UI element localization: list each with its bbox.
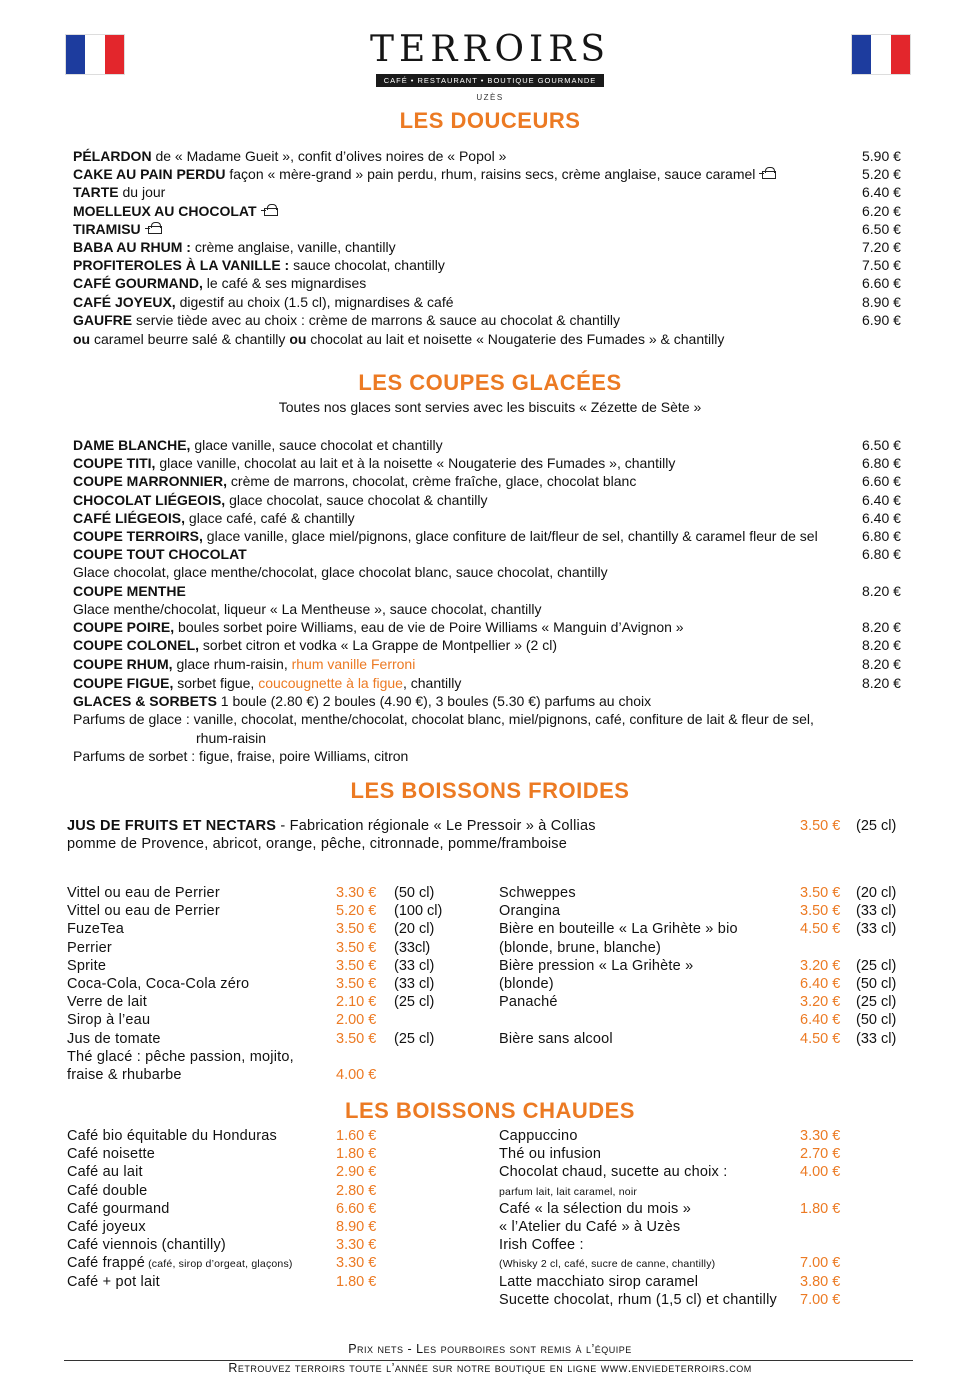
homemade-icon — [759, 166, 777, 180]
drink-price: 3.50 € — [336, 921, 377, 938]
drink-price: 4.00 € — [800, 1164, 841, 1181]
menu-item: COUPE MARRONNIER, crème de marrons, chocolat, crème fraîche, glace, chocolat blanc — [73, 473, 637, 490]
drink-volume: (100 cl) — [394, 903, 443, 920]
menu-item-price: 6.40 € — [862, 509, 901, 526]
menu-item-price: 8.20 € — [862, 619, 901, 635]
drink-name: Irish Coffee : — [499, 1237, 584, 1254]
menu-item-price: 6.40 € — [862, 491, 901, 508]
drink-name: parfum lait, lait caramel, noir — [499, 1185, 638, 1198]
menu-item-price: 6.80 € — [862, 455, 901, 472]
drink-name: Café viennois (chantilly) — [67, 1237, 226, 1254]
menu-item-price: 8.20 € — [862, 637, 901, 654]
menu-item-price: 8.20 € — [862, 675, 901, 691]
drink-price: 4.50 € — [800, 1030, 841, 1047]
drink-volume: (25 cl) — [856, 957, 897, 974]
menu-item-price: 6.50 € — [862, 220, 901, 237]
drink-name: Sprite — [67, 957, 107, 974]
menu-item-price: 8.90 € — [862, 293, 901, 310]
drink-name: Café « la sélection du mois » — [499, 1200, 691, 1217]
drink-price: 3.50 € — [800, 903, 841, 920]
drink-volume: (50 cl) — [856, 1012, 897, 1029]
parfums-glace: Parfums de glace : vanille, chocolat, menthe/chocolat, chocolat blanc, miel/pignons, café, confiture de lait & fleur de sel, — [73, 711, 814, 727]
menu-item: Glace menthe/chocolat, liqueur « La Mentheuse », sauce chocolat, chantilly — [73, 600, 542, 617]
drink-price: 1.80 € — [336, 1146, 377, 1163]
drink-price: 6.60 € — [336, 1200, 377, 1217]
section-title-coupes: LES COUPES GLACÉES — [358, 370, 622, 395]
drink-name: Cappuccino — [499, 1128, 578, 1144]
drink-price: 2.10 € — [336, 994, 377, 1011]
menu-item-price: 6.90 € — [862, 311, 901, 328]
drink-name: Café noisette — [67, 1146, 156, 1163]
drink-name: Vittel ou eau de Perrier — [67, 903, 220, 920]
menu-item-price: 6.80 € — [862, 528, 901, 544]
brand-town: UZÈS — [476, 93, 504, 102]
menu-item-price: 6.80 € — [862, 546, 901, 563]
menu-item-price: 7.20 € — [862, 239, 901, 255]
drink-price: 2.90 € — [336, 1164, 377, 1181]
drink-name: Thé ou infusion — [499, 1146, 602, 1163]
drink-name: FuzeTea — [67, 921, 125, 938]
jus-title: JUS DE FRUITS ET NECTARS - Fabrication régionale « Le Pressoir » à Collias — [67, 818, 596, 834]
drink-price: 3.50 € — [336, 939, 377, 956]
french-flag-icon — [851, 34, 911, 75]
section-title-chaudes: LES BOISSONS CHAUDES — [345, 1098, 635, 1123]
drink-name: Chocolat chaud, sucette au choix : — [499, 1164, 728, 1181]
menu-item-price: 6.50 € — [862, 437, 901, 453]
section-title-douceurs: LES DOUCEURS — [399, 108, 581, 133]
drink-name: (blonde, brune, blanche) — [499, 939, 661, 956]
menu-item-price: 8.20 € — [862, 582, 901, 599]
drink-price: 3.20 € — [800, 957, 841, 974]
drink-volume: (20 cl) — [394, 921, 435, 938]
drink-name: Café au lait — [67, 1164, 143, 1181]
drink-price: 4.50 € — [800, 921, 841, 938]
drink-name: Café gourmand — [67, 1200, 170, 1217]
menu-item: COUPE COLONEL, sorbet citron et vodka « La Grappe de Montpellier » (2 cl) — [73, 637, 557, 654]
drink-name: Café joyeux — [67, 1219, 146, 1235]
french-flag-icon — [65, 34, 125, 75]
drink-price: 3.30 € — [336, 1255, 377, 1272]
drink-price: 1.80 € — [800, 1200, 841, 1217]
drink-name: Sirop à l’eau — [67, 1012, 151, 1029]
parfums-glace-cont: rhum-raisin — [196, 730, 267, 746]
menu-item: GLACES & SORBETS 1 boule (2.80 €) 2 boules (4.90 €), 3 boules (5.30 €) parfums au choix — [73, 693, 652, 709]
drink-name: Bière sans alcool — [499, 1030, 613, 1047]
drink-name: Café frappé (café, sirop d’orgeat, glaçons) — [67, 1255, 293, 1272]
drink-name: Sucette chocolat, rhum (1,5 cl) et chantilly — [499, 1291, 777, 1308]
menu-item-price: 6.60 € — [862, 473, 901, 490]
drink-price: 6.40 € — [800, 1012, 841, 1029]
menu-item: COUPE FIGUE, sorbet figue, coucougnette à la figue, chantilly — [73, 675, 462, 691]
drink-name: « l’Atelier du Café » à Uzès — [499, 1219, 681, 1235]
menu-item-price: 8.20 € — [862, 656, 901, 672]
jus-flavours: pomme de Provence, abricot, orange, pêche, citronnade, pomme/framboise — [67, 836, 568, 852]
drink-volume: (33 cl) — [856, 903, 897, 920]
drink-price: 8.90 € — [336, 1219, 377, 1235]
menu-item: PÉLARDON de « Madame Gueit », confit d’olives noires de « Popol » — [73, 148, 507, 164]
drink-name: Café bio équitable du Honduras — [67, 1128, 277, 1144]
homemade-icon — [261, 203, 279, 217]
menu-item: CHOCOLAT LIÉGEOIS, glace chocolat, sauce chocolat & chantilly — [73, 491, 488, 508]
drink-price: 7.00 € — [800, 1291, 841, 1308]
menu-item: TARTE du jour — [73, 184, 166, 201]
drink-price: 3.20 € — [800, 994, 841, 1011]
drink-name: Bière pression « La Grihète » — [499, 957, 694, 974]
drink-name: Jus de tomate — [67, 1030, 161, 1047]
drink-price: 3.30 € — [336, 1237, 377, 1254]
drink-name: Thé glacé : pêche passion, mojito, — [67, 1048, 294, 1065]
menu-item: COUPE TITI, glace vanille, chocolat au lait et à la noisette « Nougaterie des Fumades », chantilly — [73, 455, 676, 472]
drink-volume: (25 cl) — [394, 1030, 435, 1047]
drink-name: Latte macchiato sirop caramel — [499, 1273, 699, 1290]
menu-item: GAUFRE servie tiède avec au choix : crème de marrons & sauce au chocolat & chantilly — [73, 311, 621, 328]
coupes-subtitle: Toutes nos glaces sont servies avec les biscuits « Zézette de Sète » — [278, 399, 702, 415]
drink-name: (Whisky 2 cl, café, sucre de canne, chantilly) — [499, 1258, 716, 1271]
menu-item: COUPE TERROIRS, glace vanille, glace miel/pignons, glace confiture de lait/fleur de sel, chantilly & caramel fleur de sel — [73, 528, 818, 544]
drink-price: 3.30 € — [800, 1128, 841, 1144]
menu-item-price: 5.20 € — [862, 166, 901, 183]
drink-name: fraise & rhubarbe — [67, 1067, 182, 1083]
drink-volume: (33 cl) — [856, 921, 897, 938]
gaufre-options: ou caramel beurre salé & chantilly ou chocolat au lait et noisette « Nougaterie des Fumades » & chantilly — [73, 331, 725, 347]
drink-name: Café double — [67, 1182, 148, 1199]
parfums-sorbet: Parfums de sorbet : figue, fraise, poire Williams, citron — [73, 748, 409, 764]
drink-price: 3.30 € — [336, 885, 377, 901]
menu-item: CAKE AU PAIN PERDU façon « mère-grand » pain perdu, rhum, raisins secs, crème anglaise, sauce caramel — [73, 165, 853, 183]
drink-name: Panaché — [499, 994, 558, 1011]
drink-name: Bière en bouteille « La Grihète » bio — [499, 921, 738, 938]
drink-price: 2.70 € — [800, 1146, 841, 1163]
drink-price: 3.80 € — [800, 1273, 841, 1290]
drink-volume: (33 cl) — [394, 976, 435, 992]
brand-tagline: CAFÉ • RESTAURANT • BOUTIQUE GOURMANDE — [376, 74, 605, 87]
brand-name: TERROIRS — [370, 29, 611, 70]
menu-item: CAFÉ GOURMAND, le café & ses mignardises — [73, 275, 367, 292]
homemade-icon — [145, 221, 163, 235]
menu-item-price: 5.90 € — [862, 148, 901, 164]
drink-name: Orangina — [499, 903, 561, 920]
footer-boutique: Retrouvez terroirs toute l’année sur notre boutique en ligne www.enviedeterroirs.com — [228, 1361, 752, 1375]
drink-name: (blonde) — [499, 976, 554, 992]
drink-price: 1.60 € — [336, 1128, 377, 1144]
menu-item-price: 6.20 € — [862, 202, 901, 219]
drink-price: 3.50 € — [336, 1030, 377, 1047]
drink-price: 2.80 € — [336, 1182, 377, 1199]
drink-volume: (33cl) — [394, 939, 431, 956]
menu-item: MOELLEUX AU CHOCOLAT — [73, 202, 853, 220]
menu-item: CAFÉ LIÉGEOIS, glace café, café & chantilly — [73, 509, 355, 526]
drink-volume: (50 cl) — [856, 976, 897, 992]
drink-name: Schweppes — [499, 885, 576, 901]
drink-volume: (33 cl) — [394, 957, 435, 974]
drink-volume: (33 cl) — [856, 1030, 897, 1047]
drink-price: 4.00 € — [336, 1067, 377, 1083]
menu-item: TIRAMISU — [73, 220, 853, 238]
menu-item: COUPE TOUT CHOCOLAT — [73, 546, 247, 563]
drink-name: Perrier — [67, 939, 112, 956]
menu-item-price: 7.50 € — [862, 257, 901, 274]
jus-price: 3.50 € — [800, 818, 841, 834]
menu-item: Glace chocolat, glace menthe/chocolat, glace chocolat blanc, sauce chocolat, chantilly — [73, 564, 608, 581]
menu-item: BABA AU RHUM : crème anglaise, vanille, chantilly — [73, 239, 396, 255]
drink-price: 5.20 € — [336, 903, 377, 920]
drink-price: 6.40 € — [800, 976, 841, 992]
drink-volume: (25 cl) — [394, 994, 435, 1011]
menu-item-price: 6.40 € — [862, 184, 901, 201]
drink-name: Café + pot lait — [67, 1273, 160, 1290]
drink-price: 1.80 € — [336, 1273, 377, 1290]
drink-volume: (50 cl) — [394, 885, 435, 901]
drink-price: 3.50 € — [336, 957, 377, 974]
drink-price: 3.50 € — [800, 885, 841, 901]
jus-volume: (25 cl) — [856, 818, 897, 834]
menu-item: CAFÉ JOYEUX, digestif au choix (1.5 cl), mignardises & café — [73, 293, 454, 310]
drink-name: Verre de lait — [67, 994, 147, 1011]
menu-item: COUPE POIRE, boules sorbet poire Williams, eau de vie de Poire Williams « Manguin d’Avignon » — [73, 619, 684, 635]
drink-volume: (25 cl) — [856, 994, 897, 1011]
section-title-froides: LES BOISSONS FROIDES — [350, 778, 630, 803]
menu-item: DAME BLANCHE, glace vanille, sauce chocolat et chantilly — [73, 437, 443, 453]
footer-prix-nets: Prix nets - Les pourboires sont remis à l’équipe — [348, 1342, 632, 1356]
drink-name: Vittel ou eau de Perrier — [67, 885, 220, 901]
menu-item: COUPE MENTHE — [73, 582, 186, 599]
drink-price: 3.50 € — [336, 976, 377, 992]
menu-item-price: 6.60 € — [862, 275, 901, 292]
drink-price: 2.00 € — [336, 1012, 377, 1029]
menu-item: PROFITEROLES À LA VANILLE : sauce chocolat, chantilly — [73, 257, 445, 274]
menu-item: COUPE RHUM, glace rhum-raisin, rhum vanille Ferroni — [73, 656, 416, 672]
drink-name: Coca-Cola, Coca-Cola zéro — [67, 976, 250, 992]
drink-volume: (20 cl) — [856, 885, 897, 901]
drink-price: 7.00 € — [800, 1255, 841, 1272]
brand-logo — [370, 30, 610, 102]
